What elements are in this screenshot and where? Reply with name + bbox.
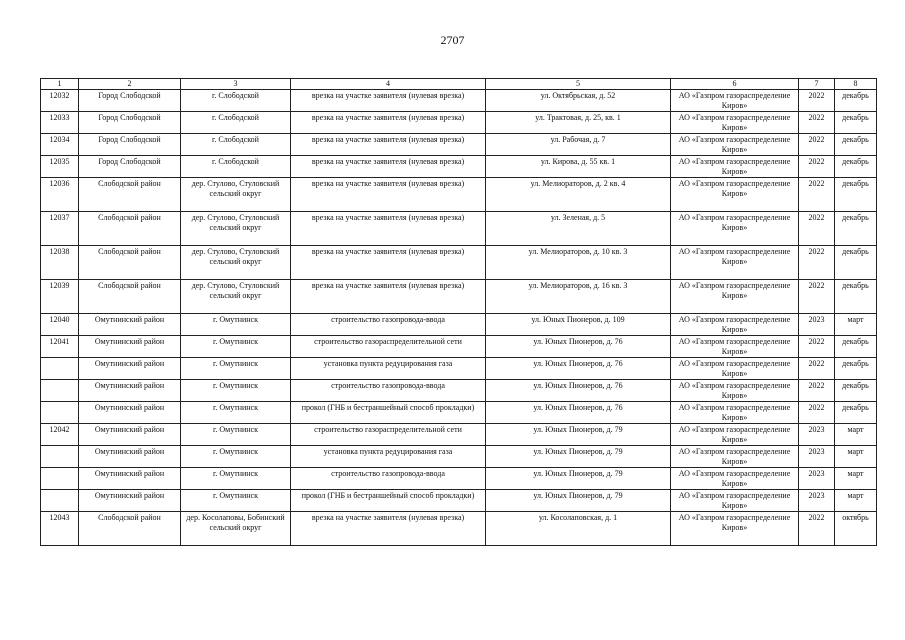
cell-year: 2022	[799, 90, 835, 112]
cell-number	[41, 468, 79, 490]
cell-month: декабрь	[835, 134, 877, 156]
cell-settlement: г. Омутнинск	[181, 490, 291, 512]
cell-address: ул. Мелиораторов, д. 10 кв. 3	[486, 246, 671, 280]
cell-organization: АО «Газпром газораспределение Киров»	[671, 112, 799, 134]
column-header: 6	[671, 79, 799, 90]
cell-work-type: врезка на участке заявителя (нулевая врезка)	[291, 156, 486, 178]
cell-address: ул. Юных Пионеров, д. 79	[486, 446, 671, 468]
cell-settlement: дер. Стулово, Стуловский сельский округ	[181, 280, 291, 314]
cell-municipality: Омутнинский район	[79, 468, 181, 490]
cell-year: 2022	[799, 512, 835, 546]
cell-work-type: строительство газораспределительной сети	[291, 424, 486, 446]
cell-year: 2022	[799, 358, 835, 380]
cell-organization: АО «Газпром газораспределение Киров»	[671, 314, 799, 336]
cell-month: декабрь	[835, 112, 877, 134]
cell-number	[41, 490, 79, 512]
header-row	[41, 79, 877, 90]
cell-year: 2022	[799, 336, 835, 358]
cell-month: март	[835, 446, 877, 468]
cell-work-type: врезка на участке заявителя (нулевая врезка)	[291, 134, 486, 156]
cell-number: 12034	[41, 134, 79, 156]
cell-number: 12039	[41, 280, 79, 314]
cell-address: ул. Юных Пионеров, д. 76	[486, 336, 671, 358]
cell-number: 12032	[41, 90, 79, 112]
cell-work-type: врезка на участке заявителя (нулевая врезка)	[291, 112, 486, 134]
cell-settlement: г. Омутнинск	[181, 446, 291, 468]
cell-municipality: Город Слободской	[79, 134, 181, 156]
cell-month: март	[835, 424, 877, 446]
table-row	[41, 358, 877, 380]
cell-settlement: дер. Косолаповы, Бобинский сельский округ	[181, 512, 291, 546]
cell-organization: АО «Газпром газораспределение Киров»	[671, 358, 799, 380]
table-row	[41, 178, 877, 212]
cell-settlement: г. Слободской	[181, 90, 291, 112]
cell-month: декабрь	[835, 358, 877, 380]
cell-month: март	[835, 468, 877, 490]
cell-municipality: Омутнинский район	[79, 402, 181, 424]
cell-work-type: врезка на участке заявителя (нулевая врезка)	[291, 512, 486, 546]
cell-organization: АО «Газпром газораспределение Киров»	[671, 512, 799, 546]
cell-month: декабрь	[835, 178, 877, 212]
cell-year: 2022	[799, 112, 835, 134]
cell-work-type: строительство газопровода-ввода	[291, 468, 486, 490]
cell-year: 2023	[799, 424, 835, 446]
cell-municipality: Слободской район	[79, 178, 181, 212]
table-row	[41, 212, 877, 246]
cell-year: 2023	[799, 490, 835, 512]
table-row	[41, 446, 877, 468]
cell-month: декабрь	[835, 156, 877, 178]
cell-organization: АО «Газпром газораспределение Киров»	[671, 468, 799, 490]
cell-municipality: Омутнинский район	[79, 336, 181, 358]
cell-address: ул. Юных Пионеров, д. 79	[486, 468, 671, 490]
cell-address: ул. Косолаповская, д. 1	[486, 512, 671, 546]
cell-year: 2022	[799, 380, 835, 402]
cell-address: ул. Юных Пионеров, д. 109	[486, 314, 671, 336]
cell-month: март	[835, 314, 877, 336]
cell-year: 2023	[799, 446, 835, 468]
cell-year: 2022	[799, 280, 835, 314]
table-row	[41, 112, 877, 134]
cell-address: ул. Юных Пионеров, д. 79	[486, 424, 671, 446]
cell-settlement: г. Омутнинск	[181, 468, 291, 490]
cell-address: ул. Юных Пионеров, д. 76	[486, 380, 671, 402]
cell-year: 2022	[799, 246, 835, 280]
cell-settlement: дер. Стулово, Стуловский сельский округ	[181, 246, 291, 280]
cell-settlement: дер. Стулово, Стуловский сельский округ	[181, 178, 291, 212]
cell-number: 12033	[41, 112, 79, 134]
cell-organization: АО «Газпром газораспределение Киров»	[671, 446, 799, 468]
cell-year: 2023	[799, 468, 835, 490]
cell-settlement: г. Слободской	[181, 156, 291, 178]
cell-year: 2022	[799, 178, 835, 212]
table-row	[41, 280, 877, 314]
cell-organization: АО «Газпром газораспределение Киров»	[671, 336, 799, 358]
cell-settlement: г. Омутнинск	[181, 380, 291, 402]
cell-address: ул. Юных Пионеров, д. 79	[486, 490, 671, 512]
table-row	[41, 156, 877, 178]
cell-settlement: г. Слободской	[181, 134, 291, 156]
cell-work-type: врезка на участке заявителя (нулевая врезка)	[291, 178, 486, 212]
cell-organization: АО «Газпром газораспределение Киров»	[671, 178, 799, 212]
cell-month: декабрь	[835, 280, 877, 314]
cell-month: декабрь	[835, 402, 877, 424]
cell-month: декабрь	[835, 380, 877, 402]
cell-organization: АО «Газпром газораспределение Киров»	[671, 280, 799, 314]
cell-work-type: врезка на участке заявителя (нулевая врезка)	[291, 90, 486, 112]
cell-number	[41, 446, 79, 468]
cell-address: ул. Кирова, д. 55 кв. 1	[486, 156, 671, 178]
cell-month: октябрь	[835, 512, 877, 546]
cell-municipality: Город Слободской	[79, 156, 181, 178]
cell-number: 12042	[41, 424, 79, 446]
table-row	[41, 468, 877, 490]
cell-settlement: г. Омутнинск	[181, 358, 291, 380]
cell-organization: АО «Газпром газораспределение Киров»	[671, 156, 799, 178]
gasification-table	[40, 78, 877, 546]
cell-address: ул. Рабочая, д. 7	[486, 134, 671, 156]
cell-address: ул. Мелиораторов, д. 16 кв. 3	[486, 280, 671, 314]
cell-address: ул. Октябрьская, д. 52	[486, 90, 671, 112]
cell-municipality: Омутнинский район	[79, 314, 181, 336]
cell-month: декабрь	[835, 90, 877, 112]
cell-address: ул. Юных Пионеров, д. 76	[486, 358, 671, 380]
table-row	[41, 512, 877, 546]
cell-work-type: врезка на участке заявителя (нулевая врезка)	[291, 280, 486, 314]
cell-year: 2023	[799, 314, 835, 336]
cell-number: 12041	[41, 336, 79, 358]
cell-organization: АО «Газпром газораспределение Киров»	[671, 490, 799, 512]
cell-organization: АО «Газпром газораспределение Киров»	[671, 212, 799, 246]
table-row	[41, 134, 877, 156]
cell-address: ул. Мелиораторов, д. 2 кв. 4	[486, 178, 671, 212]
cell-organization: АО «Газпром газораспределение Киров»	[671, 402, 799, 424]
cell-number	[41, 358, 79, 380]
table-row	[41, 336, 877, 358]
cell-number	[41, 380, 79, 402]
cell-month: декабрь	[835, 336, 877, 358]
cell-work-type: строительство газопровода-ввода	[291, 314, 486, 336]
cell-number: 12036	[41, 178, 79, 212]
cell-number: 12038	[41, 246, 79, 280]
cell-work-type: прокол (ГНБ и бестраншейный способ прокладки)	[291, 490, 486, 512]
cell-municipality: Омутнинский район	[79, 490, 181, 512]
cell-settlement: г. Омутнинск	[181, 314, 291, 336]
cell-address: ул. Юных Пионеров, д. 76	[486, 402, 671, 424]
table-body	[41, 90, 877, 546]
table-row	[41, 90, 877, 112]
table-row	[41, 380, 877, 402]
column-header: 8	[835, 79, 877, 90]
cell-month: декабрь	[835, 212, 877, 246]
cell-organization: АО «Газпром газораспределение Киров»	[671, 424, 799, 446]
cell-work-type: врезка на участке заявителя (нулевая врезка)	[291, 212, 486, 246]
column-header: 7	[799, 79, 835, 90]
cell-work-type: врезка на участке заявителя (нулевая врезка)	[291, 246, 486, 280]
cell-month: март	[835, 490, 877, 512]
column-header: 5	[486, 79, 671, 90]
cell-number: 12037	[41, 212, 79, 246]
cell-address: ул. Зеленая, д. 5	[486, 212, 671, 246]
cell-municipality: Слободской район	[79, 212, 181, 246]
table-row	[41, 424, 877, 446]
table-row	[41, 402, 877, 424]
cell-number: 12043	[41, 512, 79, 546]
cell-settlement: дер. Стулово, Стуловский сельский округ	[181, 212, 291, 246]
cell-organization: АО «Газпром газораспределение Киров»	[671, 380, 799, 402]
cell-work-type: строительство газопровода-ввода	[291, 380, 486, 402]
cell-work-type: установка пункта редуцирования газа	[291, 358, 486, 380]
cell-municipality: Город Слободской	[79, 112, 181, 134]
cell-municipality: Омутнинский район	[79, 424, 181, 446]
cell-municipality: Город Слободской	[79, 90, 181, 112]
page-number: 2707	[440, 33, 465, 47]
cell-number: 12035	[41, 156, 79, 178]
cell-municipality: Слободской район	[79, 280, 181, 314]
cell-work-type: строительство газораспределительной сети	[291, 336, 486, 358]
cell-year: 2022	[799, 134, 835, 156]
cell-address: ул. Трактовая, д. 25, кв. 1	[486, 112, 671, 134]
cell-number: 12040	[41, 314, 79, 336]
cell-municipality: Омутнинский район	[79, 446, 181, 468]
cell-municipality: Омутнинский район	[79, 358, 181, 380]
cell-municipality: Слободской район	[79, 246, 181, 280]
cell-settlement: г. Слободской	[181, 112, 291, 134]
column-header: 4	[291, 79, 486, 90]
cell-work-type: установка пункта редуцирования газа	[291, 446, 486, 468]
cell-year: 2022	[799, 212, 835, 246]
cell-municipality: Слободской район	[79, 512, 181, 546]
cell-settlement: г. Омутнинск	[181, 336, 291, 358]
column-header: 1	[41, 79, 79, 90]
cell-municipality: Омутнинский район	[79, 380, 181, 402]
cell-settlement: г. Омутнинск	[181, 402, 291, 424]
table-row	[41, 490, 877, 512]
column-header: 2	[79, 79, 181, 90]
cell-number	[41, 402, 79, 424]
column-header: 3	[181, 79, 291, 90]
cell-work-type: прокол (ГНБ и бестраншейный способ прокладки)	[291, 402, 486, 424]
cell-year: 2022	[799, 156, 835, 178]
table-row	[41, 314, 877, 336]
cell-organization: АО «Газпром газораспределение Киров»	[671, 246, 799, 280]
cell-organization: АО «Газпром газораспределение Киров»	[671, 134, 799, 156]
cell-year: 2022	[799, 402, 835, 424]
cell-organization: АО «Газпром газораспределение Киров»	[671, 90, 799, 112]
cell-month: декабрь	[835, 246, 877, 280]
table-row	[41, 246, 877, 280]
cell-settlement: г. Омутнинск	[181, 424, 291, 446]
